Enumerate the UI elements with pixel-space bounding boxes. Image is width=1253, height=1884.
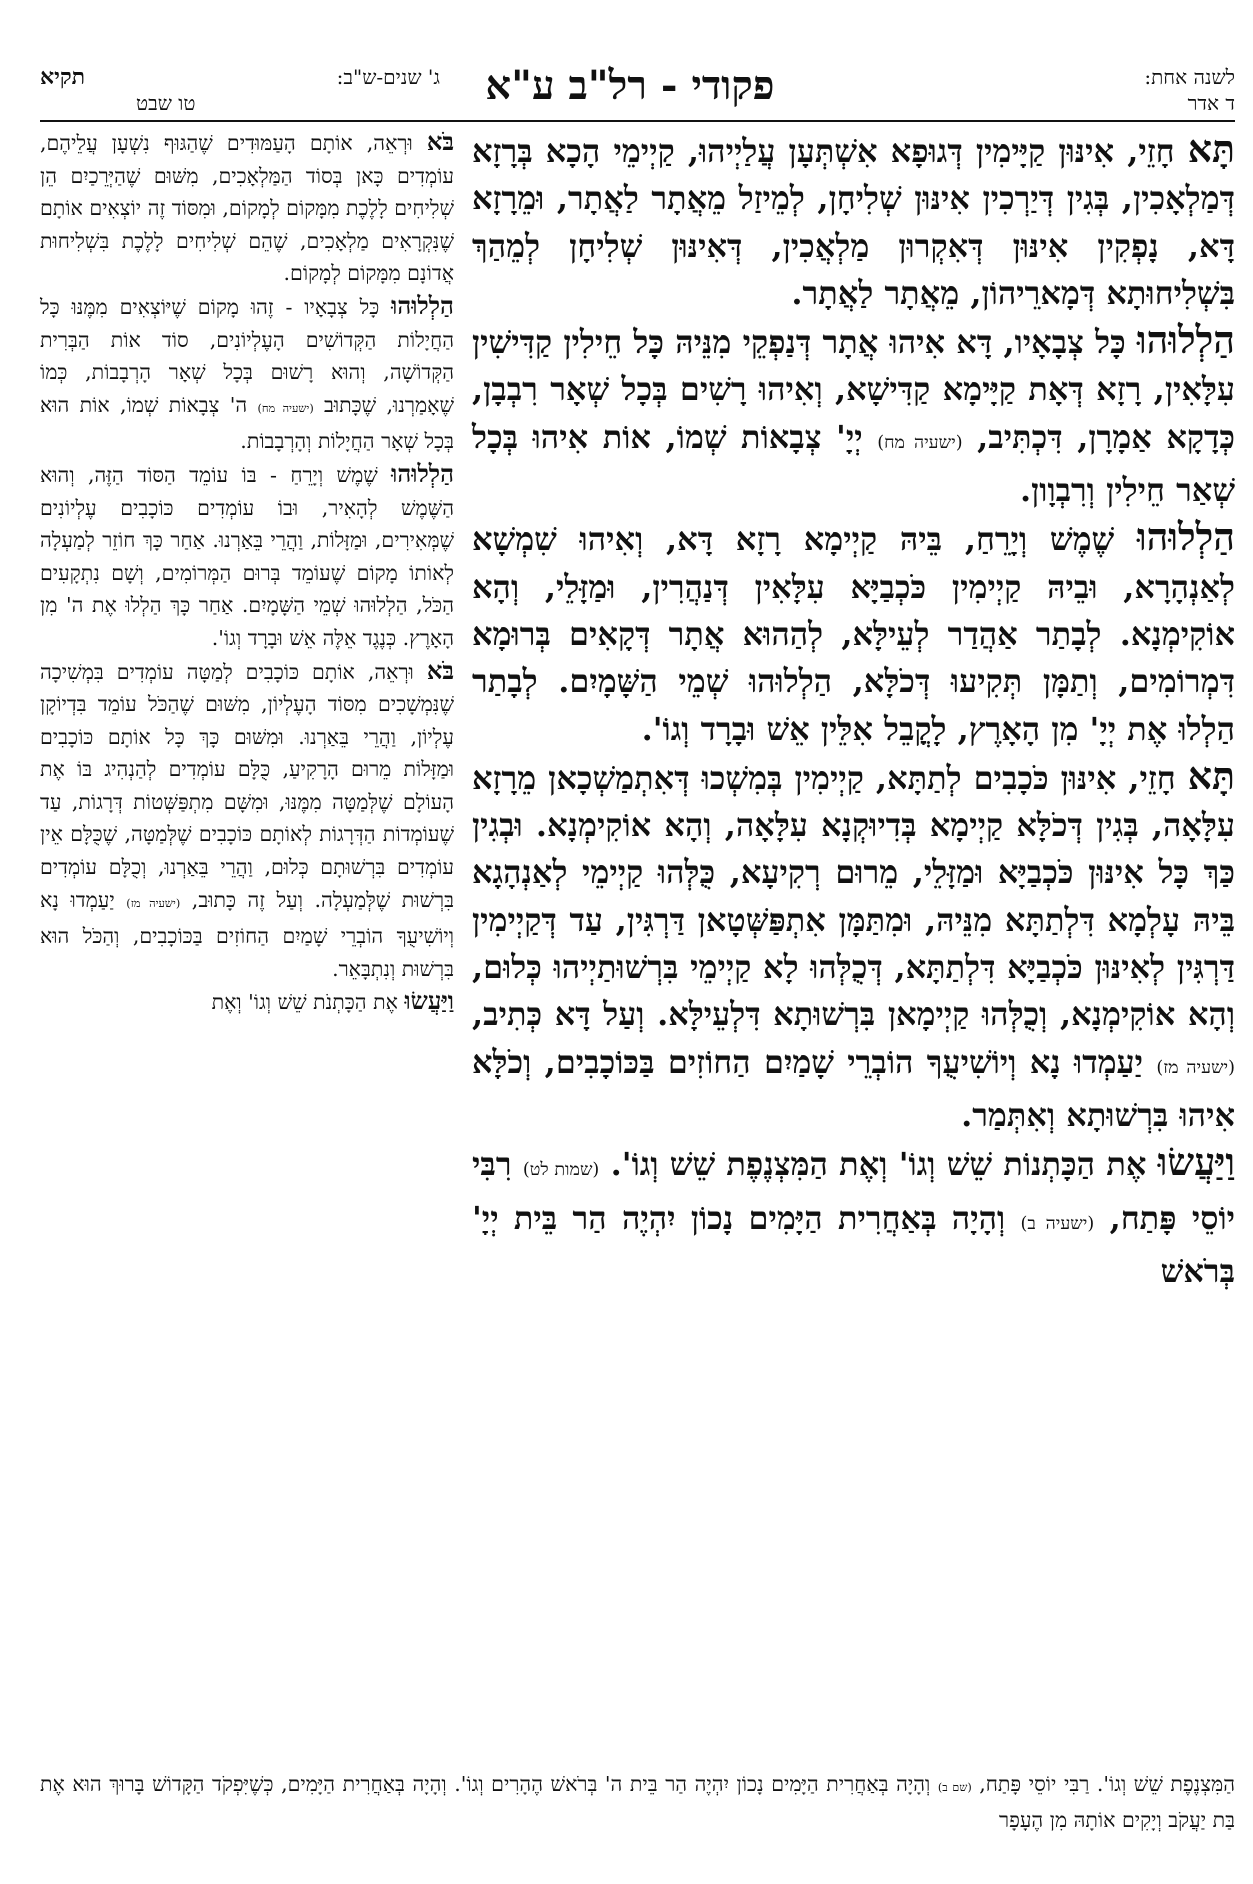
verse-reference: (ישעיה מח): [877, 432, 963, 453]
aramaic-main-column: [472, 126, 1235, 1761]
paragraph-lead-word: בֹּא: [426, 127, 454, 156]
paragraph: [40, 985, 454, 1019]
hebrew-translation-column: [40, 126, 454, 1761]
verse-reference: (שם ב): [937, 1781, 972, 1794]
paragraph-text: וְהָיָה בְּאַחֲרִית הַיָּמִים נָכוֹן יִהְיֶה הַר בֵּית יְיָ' בְּרֹאשׁ: [472, 1198, 1235, 1290]
header-daily-schedule: [1085, 64, 1235, 116]
paragraph: [40, 126, 454, 290]
paragraph-text: וְהָיָה בְּאַחֲרִית הַיָּמִים נָכוֹן יִהְיֶה הַר בֵּית ה' בְּרֹאשׁ הֶהָרִים וְגוֹ'. וְהָיָה בְּאַחֲרִית הַיָּמִים, כְּשֶׁיִּפְקֹד הַקָּדוֹשׁ בָּרוּךְ הוּא אֶת בַּת יַעֲקֹב וְיָקִים אוֹתָהּ מִן הֶעָפָר: [40, 1772, 1235, 1832]
three-year-cycle-date: טו שבט: [136, 91, 196, 115]
paragraph-text: וּרְאֵה, אוֹתָם כּוֹכָבִים לְמַטָּה עוֹמְדִים בִּמְשִׁיכָה שֶׁנִּמְשָׁכִים מִסּוֹד הָעֶלְיוֹן, מִשּׁוּם שֶׁהַכֹּל עוֹמֵד בִּדְיוֹקָן עֶלְיוֹן, וַהֲרֵי בֵּאַרְנוּ. וּמִשּׁוּם כָּךְ כָּל אוֹתָם כּוֹכָבִים וּמַזָּלוֹת מֵרוּם הָרָקִיעַ, כֻּלָּם עוֹמְדִים לְהַנְהִיג בּוֹ אֶת הָעוֹלָם שֶׁלְּמַטָּה מִמֶּנּוּ, וּמִשָּׁם מִתְפַּשְּׁטוֹת דְּרָגוֹת, עַד שֶׁעוֹמְדוֹת הַדְּרָגוֹת לְאוֹתָם כּוֹכָבִים שֶׁלְּמַטָּה, שֶׁכֻּלָּם אֵין עוֹמְדִים בִּרְשׁוּתָם כְּלוּם, וַהֲרֵי בֵּאַרְנוּ, וְכֻלָּם עוֹמְדִים בִּרְשׁוּת שֶׁלְּמַעְלָה. וְעַל זֶה כָּתוּב,: [40, 659, 455, 912]
paragraph-text: שֶׁמֶשׁ וְיָרֵחַ, בֵּיהּ קַיְימָא רָזָא דָּא, וְאִיהוּ שִׁמְשָׁא לְאַנְהָרָא, וּבֵיהּ קַיְימִין כֹּכְבַיָּא עִלָּאִין דְּנַהֲרִין, וּמַזָּלֵי, וְהָא אוֹקִימְנָא. לְבָתַר אַהֲדַר לְעֵילָּא, לְהַהוּא אֲתָר דְּקָאִים בְּרוּמָא דִּמְרוֹמִים, וְתַמָּן תְּקִיעוּ דְּכֹלָּא, הַלְלוּהוּ שְׁמֵי הַשָּׁמָיִם. לְבָתַר הַלְלוּ אֶת יְיָ' מִן הָאָרֶץ, לָקֳבֵל אִלֵּין אֵשׁ וּבָרָד וְגוֹ'.: [472, 520, 1236, 748]
paragraph-text: רִבִּי יוֹסֵי פָּתַח,: [472, 1145, 1236, 1237]
paragraph-lead-word: תָּא: [1187, 753, 1236, 798]
page-title: פקודי - רל"ב ע"א: [485, 62, 775, 109]
paragraph: [40, 458, 454, 655]
paragraph-text: אֶת הַכָּתְנוֹת שֵׁשׁ וְגוֹ' וְאֶת הַמִּצְנֶפֶת שֵׁשׁ וְגוֹ'.: [610, 1145, 1147, 1184]
paragraph-text: שֶׁמֶשׁ וְיָרֵחַ - בּוֹ עוֹמֵד הַסּוֹד הַזֶּה, וְהוּא הַשֶּׁמֶשׁ לְהָאִיר, וּבוֹ עוֹמְדִים כּוֹכָבִים עֶלְיוֹנִים שֶׁמְּאִירִים, וּמַזָּלוֹת, וַהֲרֵי בֵּאַרְנוּ. אַחַר כָּךְ חוֹזֵר לְמַעְלָה לְאוֹתוֹ מָקוֹם שֶׁעוֹמֵד בְּרוּם הַמְּרוֹמִים, וְשָׁם נִתְקָעִים הַכֹּל, הַלְלוּהוּ שְׁמֵי הַשָּׁמָיִם. אַחַר כָּךְ הַלְלוּ אֶת ה' מִן הָאָרֶץ. כְּנֶגֶד אֵלֶּה אֵשׁ וּבָרָד וְגוֹ'.: [40, 462, 454, 650]
paragraph-text: יַעַמְדוּ נָא וְיוֹשִׁיעֻךָ הוֹבְרֵי שָׁמַיִם הַחוֹזִים בַּכּוֹכָבִים, וְכֹלָּא אִיהוּ בִּרְשׁוּתָא וְאִתְּמַר.: [472, 1042, 1235, 1134]
paragraph-text: חָזֵי, אִינּוּן קַיָּימִין דְּגוּפָא אִשְׁתְּעָן עֲלַיְיהוּ, קַיְימֵי הָכָא בְּרָזָא דְּמַלְאָכִין, בְּגִין דְּיַרְכִין אִינּוּן שְׁלִיחָן, לְמֵיזַל מֵאֲתָר לַאֲתָר, וּמֵרָזָא דָּא, נָפְקִין אִינּוּן דְּאִקְרוּן מַלְאֲכִין, דְּאִינּוּן שְׁלִיחָן לְמֵהַךְ בִּשְׁלִיחוּתָא דְּמָארֵיהוֹן, מֵאֲתָר לַאֲתָר.: [472, 132, 1235, 312]
paragraph-text: וּרְאֵה, אוֹתָם הָעַמּוּדִים שֶׁהַגּוּף נִשְׁעָן עֲלֵיהֶם, עוֹמְדִים כָּאן בְּסוֹד הַמַּלְאָכִים, מִשּׁוּם שֶׁהַיְּרֵכַיִם הֵן שְׁלִיחִים לָלֶכֶת מִמָּקוֹם לְמָקוֹם, וּמִסּוֹד זֶה יוֹצְאִים אוֹתָם שֶׁנִּקְרָאִים מַלְאָכִים, שֶׁהֵם שְׁלִיחִים לָלֶכֶת בִּשְׁלִיחוּת אֲדוֹנָם מִמָּקוֹם לְמָקוֹם.: [39, 131, 454, 286]
one-year-cycle-label: לשנה אחת:: [1144, 65, 1235, 89]
page-number: תקיא: [40, 64, 86, 90]
verse-reference: (שמות לט): [522, 1160, 600, 1181]
three-year-cycle-label: ג' שנים-ש"ב:: [336, 65, 440, 89]
header-divider: [40, 120, 1235, 122]
paragraph-text: כָּל צְבָאָיו, דָּא אִיהוּ אֲתָר דְּנַפְקֵי מִנֵּיהּ כָּל חֵילִין קַדִּישִׁין עִלָּאִין, רָזָא דְּאָת קַיָּימָא קַדִּישָׁא, וְאִיהוּ רָשִׁים בְּכָל שְׁאָר רִבְבָן, כְּדָקָא אַמָרָן, דִּכְתִּיב,: [472, 323, 1236, 456]
verse-reference: (ישעיה ב): [1020, 1213, 1095, 1234]
paragraph-text: כָּל צְבָאָיו - זֶהוּ מָקוֹם שֶׁיּוֹצְאִים מִמֶּנּוּ כָּל הַחֲיָלוֹת הַקְּדוֹשִׁים הָעֶלְיוֹנִים, סוֹד אוֹת הַבְּרִית הַקְּדוֹשָׁה, וְהוּא רָשׁוּם בְּכָל שְׁאָר הָרְבָבוֹת, כְּמוֹ שֶׁאָמַרְנוּ, שֶׁכָּתוּב: [40, 294, 454, 417]
paragraph: [472, 1139, 1235, 1295]
paragraph-text: יְיָ' צְבָאוֹת שְׁמוֹ, אוֹת אִיהוּ בְּכָל שְׁאַר חֵילִין וְרִבְוָון.: [472, 417, 1235, 510]
one-year-cycle-date: ד אדר: [1187, 91, 1235, 115]
paragraph: [472, 753, 1235, 1139]
paragraph-lead-word: וַיַּעֲשׂוּ: [404, 986, 454, 1016]
paragraph-lead-word: הַלְלוּהוּ: [391, 458, 454, 488]
verse-reference: (ישעיה מח): [257, 401, 314, 415]
paragraph: [40, 1768, 1235, 1836]
paragraph-text: אֶת הַכָּתְנֹת שֵׁשׁ וְגוֹ' וְאֶת: [211, 990, 398, 1015]
header-three-year-schedule: [40, 64, 440, 116]
paragraph-text: יַעַמְדוּ נָא וְיוֹשִׁיעֻךָ הוֹבְרֵי שָׁמַיִם הַחוֹזִים בַּכּוֹכָבִים, וְהַכֹּל הוּא בִּרְשׁוּת וְנִתְבָּאֵר.: [40, 887, 454, 981]
paragraph-lead-word: וַיַּעֲשׂוּ: [1157, 1140, 1236, 1185]
translation-continuation: [40, 1768, 1235, 1836]
paragraph-lead-word: בֹּא: [426, 655, 454, 685]
verse-reference: (ישעיה מז): [1156, 1057, 1236, 1078]
paragraph-text: הַמִּצְנֶפֶת שֵׁשׁ וְגוֹ'. רַבִּי יוֹסֵי פָּתַח,: [979, 1772, 1235, 1796]
paragraph: [472, 317, 1235, 514]
paragraph: [40, 290, 454, 458]
paragraph-lead-word: הַלְלוּהוּ: [391, 290, 454, 320]
paragraph-lead-word: הַלְלוּהוּ: [1136, 318, 1236, 363]
paragraph: [472, 126, 1235, 317]
paragraph-lead-word: הַלְלוּהוּ: [1136, 515, 1236, 560]
paragraph-text: חָזֵי, אִינּוּן כֹּכָבִים לְתַתָּא, קַיְימִין בְּמִשְׁכוּ דְּאִתְמַשְׁכָאן מֵרָזָא עִלָּאָה, בְּגִין דְּכֹלָּא קַיְימָא בְּדִיוּקְנָא עִלָּאָה, וְהָא אוֹקִימְנָא. וּבְגִין כַּךְ כָּל אִינּוּן כֹּכְבַיָּא וּמַזָּלֵי, מֵרוּם רְקִיעָא, כֻּלְּהוּ קַיְימֵי לְאַנְהָגָא בֵּיהּ עָלְמָא דִּלְתַתָּא מִנֵּיהּ, וּמִתַּמָּן אִתְפַּשְּׁטָאן דַּרְגִּין, עַד דְּקַיְימִין דַּרְגִּין לְאִינּוּן כֹּכְבַיָּא דִּלְתַתָּא, דְּכֻלְּהוּ לָא קַיְימֵי בִּרְשׁוּתַיְיהוּ כְּלוּם, וְהָא אוֹקִימְנָא, וְכֻלְּהוּ קַיְימָאן בִּרְשׁוּתָא דִּלְעֵילָּא. וְעַל דָּא כְּתִיב,: [472, 758, 1235, 1034]
paragraph-lead-word: תָּא: [1187, 127, 1236, 171]
verse-reference: (ישעיה מז): [126, 896, 181, 910]
paragraph: [472, 514, 1235, 752]
paragraph: [40, 655, 454, 986]
paragraph-text: ה' צְבָאוֹת שְׁמוֹ, אוֹת הוּא בְּכָל שְׁאָר הַחֲיָלוֹת וְהָרְבָבוֹת.: [40, 392, 454, 454]
